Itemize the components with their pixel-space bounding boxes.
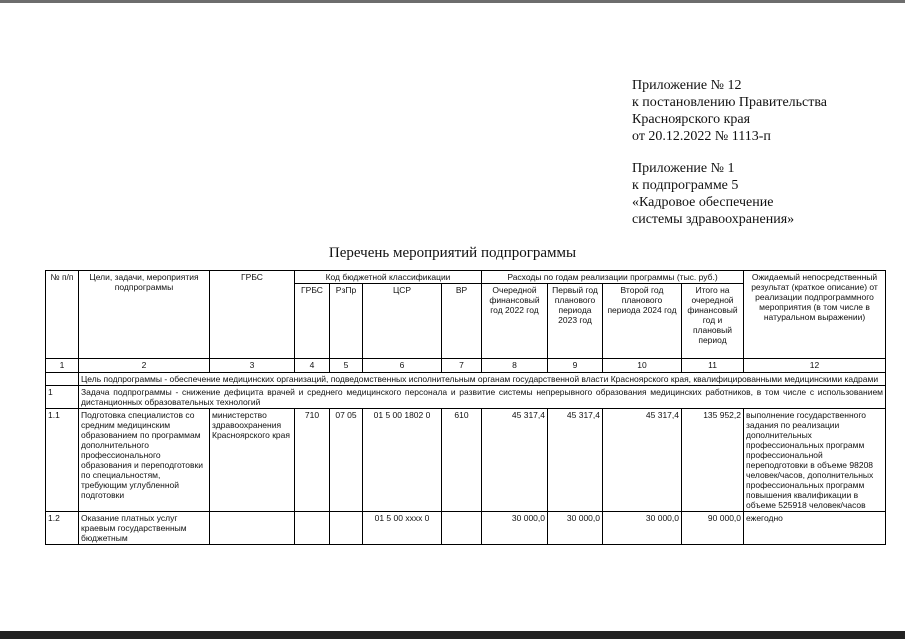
appendix-line: к постановлению Правительства <box>632 95 828 110</box>
header-expenses: Расходы по годам реализации программы (тыс. руб.) <box>482 271 744 284</box>
header-budget-code: Код бюджетной классификации <box>295 271 482 284</box>
row-y2023: 30 000,0 <box>548 512 603 545</box>
row-grbs <box>210 512 295 545</box>
appendix-header <box>632 77 827 145</box>
header-num: № п/п <box>46 271 79 359</box>
row-vr: 610 <box>442 409 482 512</box>
activities-table <box>45 270 886 545</box>
column-number: 9 <box>548 359 603 373</box>
task-num: 1 <box>46 386 79 409</box>
row-code-grbs: 710 <box>295 409 330 512</box>
column-number: 10 <box>603 359 682 373</box>
row-y2022: 30 000,0 <box>482 512 548 545</box>
page-bottom-edge <box>0 631 905 639</box>
column-number: 5 <box>330 359 363 373</box>
table-row <box>46 409 886 512</box>
goal-text: Цель подпрограммы - обеспечение медицинских организаций, подведомственных исполнительным органам государственной власти Красноярского края, квалифицированными медицинскими кадрами <box>79 373 886 386</box>
appendix-line: Приложение № 12 <box>632 78 742 93</box>
row-num: 1.1 <box>46 409 79 512</box>
row-total: 135 952,2 <box>682 409 744 512</box>
header-year-2022: Очередной финансовый год 2022 год <box>482 284 548 359</box>
row-csr: 01 5 00 xxxx 0 <box>363 512 442 545</box>
header-grbs: ГРБС <box>210 271 295 359</box>
column-number: 7 <box>442 359 482 373</box>
row-rzpr <box>330 512 363 545</box>
column-number: 12 <box>744 359 886 373</box>
header-csr: ЦСР <box>363 284 442 359</box>
column-number: 4 <box>295 359 330 373</box>
header-goals: Цели, задачи, мероприятия подпрограммы <box>79 271 210 359</box>
row-csr: 01 5 00 1802 0 <box>363 409 442 512</box>
row-num: 1.2 <box>46 512 79 545</box>
task-row <box>46 386 886 409</box>
appendix-line: Приложение № 1 <box>632 161 735 176</box>
appendix-line: к подпрограмме 5 <box>632 178 739 193</box>
appendix-line: системы здравоохранения» <box>632 212 795 227</box>
row-code-grbs <box>295 512 330 545</box>
column-number: 6 <box>363 359 442 373</box>
appendix-line: «Кадровое обеспечение <box>632 195 774 210</box>
row-vr <box>442 512 482 545</box>
header-year-2024: Второй год планового периода 2024 год <box>603 284 682 359</box>
column-number: 11 <box>682 359 744 373</box>
row-y2024: 45 317,4 <box>603 409 682 512</box>
header-total: Итого на очередной финансовый год и плановый период <box>682 284 744 359</box>
goal-row <box>46 373 886 386</box>
header-code-grbs: ГРБС <box>295 284 330 359</box>
header-vr: ВР <box>442 284 482 359</box>
row-rzpr: 07 05 <box>330 409 363 512</box>
column-number-row <box>46 359 886 373</box>
page-top-edge <box>0 0 905 3</box>
row-grbs: министерство здравоохранения Красноярского края <box>210 409 295 512</box>
header-rzpr: РзПр <box>330 284 363 359</box>
table-row <box>46 512 886 545</box>
row-y2023: 45 317,4 <box>548 409 603 512</box>
row-total: 90 000,0 <box>682 512 744 545</box>
appendix-line: Красноярского края <box>632 112 751 127</box>
header-year-2023: Первый год планового периода 2023 год <box>548 284 603 359</box>
row-activity: Подготовка специалистов со средним медицинским образованием по программам дополнительного профессионального образования и переподготовки по специальностям, требующим углубленной подготовки <box>79 409 210 512</box>
column-number: 3 <box>210 359 295 373</box>
column-number: 2 <box>79 359 210 373</box>
row-result: ежегодно <box>744 512 886 545</box>
row-y2024: 30 000,0 <box>603 512 682 545</box>
column-number: 1 <box>46 359 79 373</box>
table-header-row <box>46 271 886 284</box>
header-result: Ожидаемый непосредственный результат (краткое описание) от реализации подпрограммного мероприятия (в том числе в натуральном выражении) <box>744 271 886 359</box>
row-activity: Оказание платных услуг краевым государственным бюджетным <box>79 512 210 545</box>
task-text: Задача подпрограммы - снижение дефицита врачей и среднего медицинского персонала и развитие системы непрерывного образования медицинских работников, в том числе с использованием дистанционных образовательных технологий <box>79 386 886 409</box>
column-number: 8 <box>482 359 548 373</box>
row-y2022: 45 317,4 <box>482 409 548 512</box>
subprogram-appendix-header <box>632 160 794 228</box>
row-result: выполнение государственного задания по реализации дополнительных профессиональных программ профессиональной переподготовки в объеме 98208 человек/часов, дополнительных профессиональных программ повышения квалификации в объеме 525918 человек/часов <box>744 409 886 512</box>
document-title: Перечень мероприятий подпрограммы <box>328 245 577 261</box>
appendix-line: от 20.12.2022 № 1113-п <box>632 129 771 144</box>
